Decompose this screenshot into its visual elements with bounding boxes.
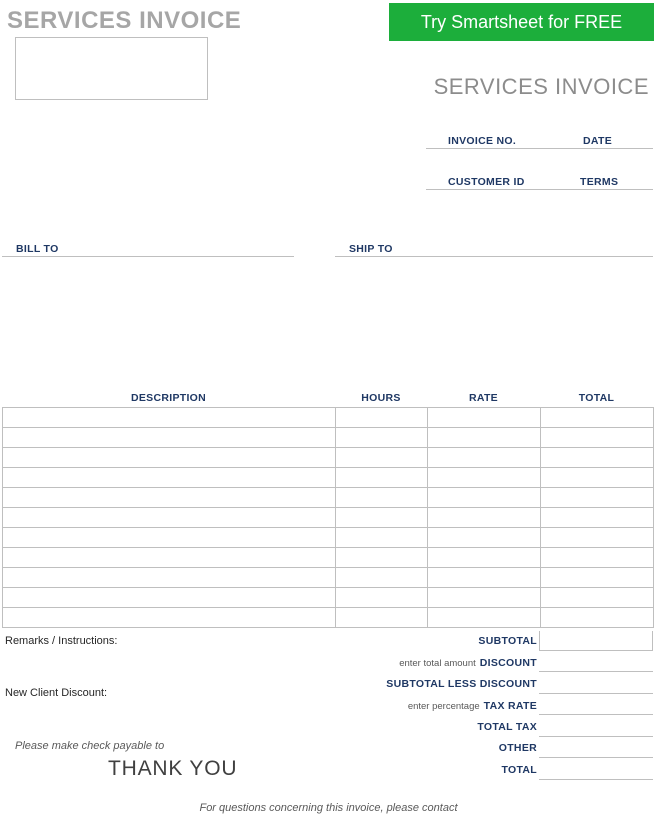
payable-note: Please make check payable to: [15, 740, 165, 752]
date-label: DATE: [583, 135, 613, 147]
description-cell[interactable]: [3, 468, 336, 488]
total-cell[interactable]: [541, 568, 654, 588]
rate-cell[interactable]: [428, 568, 541, 588]
discount-field[interactable]: [539, 652, 653, 672]
ship-to-rule: [335, 256, 653, 257]
table-row: [3, 488, 654, 508]
description-cell[interactable]: [3, 448, 336, 468]
hours-cell[interactable]: [336, 528, 428, 548]
hours-cell[interactable]: [336, 568, 428, 588]
total-cell[interactable]: [541, 448, 654, 468]
footer-contact-note: For questions concerning this invoice, please contact: [199, 802, 458, 814]
rate-cell[interactable]: [428, 408, 541, 428]
bill-to-rule: [2, 256, 294, 257]
ship-to-label: SHIP TO: [349, 243, 393, 255]
rate-cell[interactable]: [428, 608, 541, 628]
description-cell[interactable]: [3, 488, 336, 508]
subtotal-less-discount-label: SUBTOTAL LESS DISCOUNT: [386, 678, 537, 690]
total-cell[interactable]: [541, 508, 654, 528]
hours-cell[interactable]: [336, 508, 428, 528]
hours-cell[interactable]: [336, 468, 428, 488]
description-cell[interactable]: [3, 528, 336, 548]
new-client-discount-label: New Client Discount:: [5, 687, 108, 699]
table-row: [3, 408, 654, 428]
table-row: [3, 568, 654, 588]
column-header-rate: RATE: [468, 392, 498, 404]
logo-placeholder: [15, 37, 208, 100]
document-title: SERVICES INVOICE: [7, 7, 242, 34]
subtotal-less-discount-field[interactable]: [539, 674, 653, 694]
discount-row: [399, 657, 537, 669]
hours-cell[interactable]: [336, 428, 428, 448]
customer-terms-rule: [426, 189, 653, 190]
description-cell[interactable]: [3, 428, 336, 448]
invoice-no-label: INVOICE NO.: [448, 135, 517, 147]
table-row: [3, 508, 654, 528]
bill-to-label: BILL TO: [16, 243, 59, 255]
rate-cell[interactable]: [428, 528, 541, 548]
subtotal-label: SUBTOTAL: [478, 635, 537, 647]
rate-cell[interactable]: [428, 428, 541, 448]
invoice-heading: SERVICES INVOICE: [433, 74, 649, 99]
total-cell[interactable]: [541, 428, 654, 448]
hours-cell[interactable]: [336, 448, 428, 468]
table-row: [3, 528, 654, 548]
total-field[interactable]: [539, 760, 653, 780]
total-cell[interactable]: [541, 408, 654, 428]
rate-cell[interactable]: [428, 508, 541, 528]
total-cell[interactable]: [541, 588, 654, 608]
rate-cell[interactable]: [428, 588, 541, 608]
total-cell[interactable]: [541, 528, 654, 548]
try-smartsheet-button[interactable]: Try Smartsheet for FREE: [389, 3, 654, 41]
other-field[interactable]: [539, 738, 653, 758]
total-cell[interactable]: [541, 608, 654, 628]
rate-cell[interactable]: [428, 548, 541, 568]
hours-cell[interactable]: [336, 608, 428, 628]
subtotal-field[interactable]: [539, 631, 653, 651]
hours-cell[interactable]: [336, 548, 428, 568]
customer-id-label: CUSTOMER ID: [448, 176, 525, 188]
total-cell[interactable]: [541, 548, 654, 568]
description-cell[interactable]: [3, 568, 336, 588]
column-header-total: TOTAL: [578, 392, 615, 404]
table-row: [3, 548, 654, 568]
table-row: [3, 588, 654, 608]
tax-rate-label: TAX RATE: [483, 700, 537, 712]
thank-you-text: THANK YOU: [108, 757, 238, 780]
column-header-description: DESCRIPTION: [130, 392, 207, 404]
hours-cell[interactable]: [336, 408, 428, 428]
table-row: [3, 428, 654, 448]
description-cell[interactable]: [3, 548, 336, 568]
total-cell[interactable]: [541, 468, 654, 488]
table-row: [3, 468, 654, 488]
description-cell[interactable]: [3, 408, 336, 428]
description-cell[interactable]: [3, 588, 336, 608]
total-tax-field[interactable]: [539, 717, 653, 737]
rate-cell[interactable]: [428, 448, 541, 468]
description-cell[interactable]: [3, 508, 336, 528]
other-label: OTHER: [498, 742, 537, 754]
tax-rate-row: [408, 700, 537, 712]
total-label: TOTAL: [501, 764, 537, 776]
invoice-date-rule: [426, 148, 653, 149]
discount-hint: enter total amount: [399, 658, 476, 669]
total-cell[interactable]: [541, 488, 654, 508]
hours-cell[interactable]: [336, 488, 428, 508]
table-row: [3, 448, 654, 468]
total-tax-label: TOTAL TAX: [477, 721, 537, 733]
remarks-label: Remarks / Instructions:: [5, 635, 118, 647]
terms-label: TERMS: [580, 176, 619, 188]
rate-cell[interactable]: [428, 468, 541, 488]
description-cell[interactable]: [3, 608, 336, 628]
line-items-table: [2, 407, 654, 628]
table-row: [3, 608, 654, 628]
tax-rate-field[interactable]: [539, 695, 653, 715]
discount-label: DISCOUNT: [479, 657, 537, 669]
hours-cell[interactable]: [336, 588, 428, 608]
tax-rate-hint: enter percentage: [407, 701, 480, 712]
rate-cell[interactable]: [428, 488, 541, 508]
column-header-hours: HOURS: [361, 392, 401, 404]
